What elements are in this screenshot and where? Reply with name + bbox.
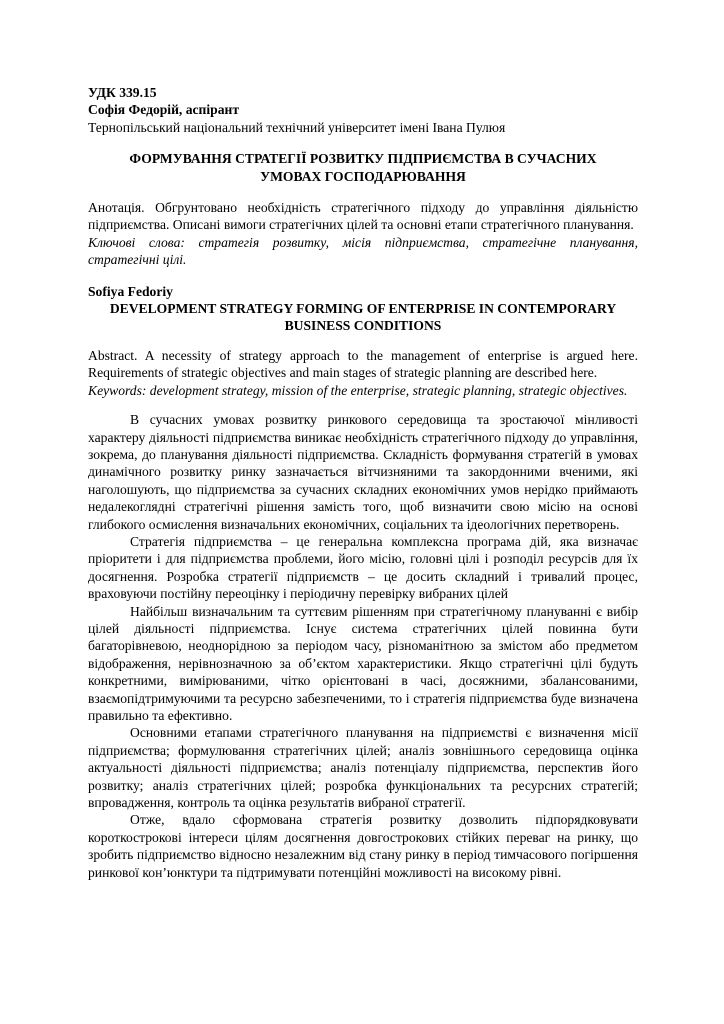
abstract-ua: Анотація. Обгрунтовано необхідність стратегічного підходу до управління діяльністю підприємства. Описані вимоги стратегічних цілей та основні етапи стратегічного планування. [88,200,638,233]
body-paragraph-5: Отже, вдало сформована стратегія розвитку дозволить підпорядковувати короткострокові інтереси цілям досягнення довгострокових стійких переваг на ринку, що зробить підприємство відносно незалежним від стану ринку в період тимчасового погіршення ринкової кон’юнктури та підтримувати потенційні можливості на високому рівні. [88,812,638,880]
paper-page [88,84,638,881]
keywords-en: Keywords: development strategy, mission of the enterprise, strategic planning, strategic objectives. [88,382,628,398]
author-en: Sofiya Fedoriy [88,283,173,299]
affiliation-ua: Тернопільський національний технічний університет імені Івана Пулюя [88,119,506,135]
udk-code: УДК 339.15 [88,85,157,100]
body-text [88,411,638,881]
body-paragraph-4: Основними етапами стратегічного планування на підприємстві є визначення місії підприємства; формулювання стратегічних цілей; аналіз зовнішнього середовища оцінка актуальності діяльності підприємства; аналіз потенціалу підприємства, перспектив його розвитку; аналіз стратегічних цілей; розробка функціональних та ресурсних стратегій; впровадження, контроль та оцінка результатів вибраної стратегії. [88,725,638,811]
title-ua: ФОРМУВАННЯ СТРАТЕГІЇ РОЗВИТКУ ПІДПРИЄМСТВА В СУЧАСНИХ УМОВАХ ГОСПОДАРЮВАННЯ [129,151,597,184]
body-paragraph-3: Найбільш визначальним та суттєвим рішенням при стратегічному плануванні є вибір цілей діяльності підприємства. Існує система стратегічних цілей повинна бути багаторівневою, неоднорідною за періодом часу, різноманітною за змістом або предметом відображення, нерівнозначною за об’єктом характеристики. Якщо стратегічні цілі будуть конкретними, вимірюваними, чітко орієнтовані в часі, досяжними, збалансованими, взаємопідтримуючими та ресурсно забезпеченими, то і стратегія підприємства буде визначена правильно та ефективно. [88,603,638,723]
body-paragraph-1: В сучасних умовах розвитку ринкового середовища та зростаючої мінливості характеру діяльності підприємства виникає необхідність стратегічного підходу до управління, зокрема, до планування діяльності підприємства. Складність формування стратегій в умовах динамічного розвитку ринку зазначається вітчизняними та закордонними вченими, які наголошують, що підприємства за сучасних складних економічних умов нерідко приймають недалекоглядні стратегічні рішення замість того, щоб визначити свою місію на основі глибокого осмислення визначальних економічних, соціальних та ідеологічних перетворень. [88,412,638,532]
title-en: DEVELOPMENT STRATEGY FORMING OF ENTERPRISE IN CONTEMPORARY BUSINESS CONDITIONS [109,301,617,334]
keywords-ua: Ключові слова: стратегія розвитку, місія підприємства, стратегічне планування, стратегічні цілі. [88,234,638,268]
abstract-en: Abstract. A necessity of strategy approach to the management of enterprise is argued here. Requirements of strategic objectives and main stages of strategic planning are described here. [88,347,638,381]
author-ua: Софія Федорій, аспірант [88,102,240,118]
body-paragraph-2: Стратегія підприємства – це генеральна комплексна програма дій, яка визначає пріоритети і для підприємства проблеми, його місію, головні цілі і розподіл ресурсів для їх досягнення. Розробка стратегії підприємств – це досить складний і тривалий процес, враховуючи постійну переоцінку і періодичну перевірку вибраних цілей [88,533,638,602]
